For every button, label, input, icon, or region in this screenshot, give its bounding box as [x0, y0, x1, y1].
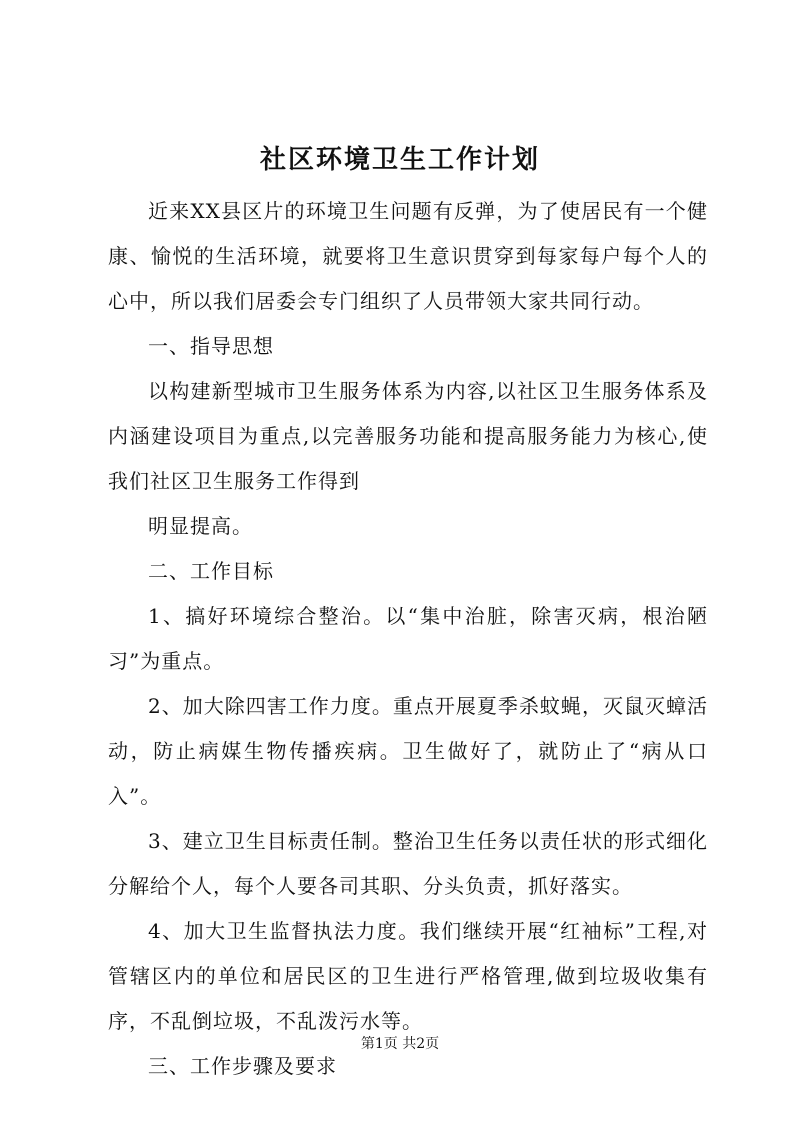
goal-item-4: 4、加大卫生监督执法力度。我们继续开展“红袖标”工程,对管辖区内的单位和居民区的卫生进行严格管理,做到垃圾收集有序，不乱倒垃圾，不乱泼污水等。 [108, 919, 708, 1033]
goal-item-1: 1、搞好环境综合整治。以“集中治脏，除害灭病，根治陋习”为重点。 [108, 604, 708, 673]
paragraph-guiding-thought: 以构建新型城市卫生服务体系为内容,以社区卫生服务体系及内涵建设项目为重点,以完善服务功能和提高服务能力为核心,使我们社区卫生服务工作得到 [108, 379, 708, 493]
section-heading-work-goals: 二、工作目标 [148, 559, 274, 583]
paragraph-intro: 近来XX县区片的环境卫生问题有反弹，为了使居民有一个健康、愉悦的生活环境，就要将卫生意识贯穿到每家每户每个人的心中，所以我们居委会专门组织了人员带领大家共同行动。 [108, 199, 708, 313]
paragraph-guiding-thought-continued: 明显提高。 [148, 514, 253, 538]
section-heading-guiding-thought: 一、指导思想 [148, 334, 274, 358]
goal-item-3: 3、建立卫生目标责任制。整治卫生任务以责任状的形式细化分解给个人，每个人要各司其职、分头负责，抓好落实。 [108, 829, 708, 898]
document-title: 社区环境卫生工作计划 [259, 145, 540, 175]
goal-item-2: 2、加大除四害工作力度。重点开展夏季杀蚊蝇，灭鼠灭蟑活动，防止病媒生物传播疾病。卫生做好了，就防止了“病从口入”。 [108, 694, 708, 808]
page-footer: 第1页 共2页 [360, 1036, 440, 1052]
document-body [108, 189, 708, 1089]
section-heading-work-steps: 三、工作步骤及要求 [148, 1054, 337, 1078]
